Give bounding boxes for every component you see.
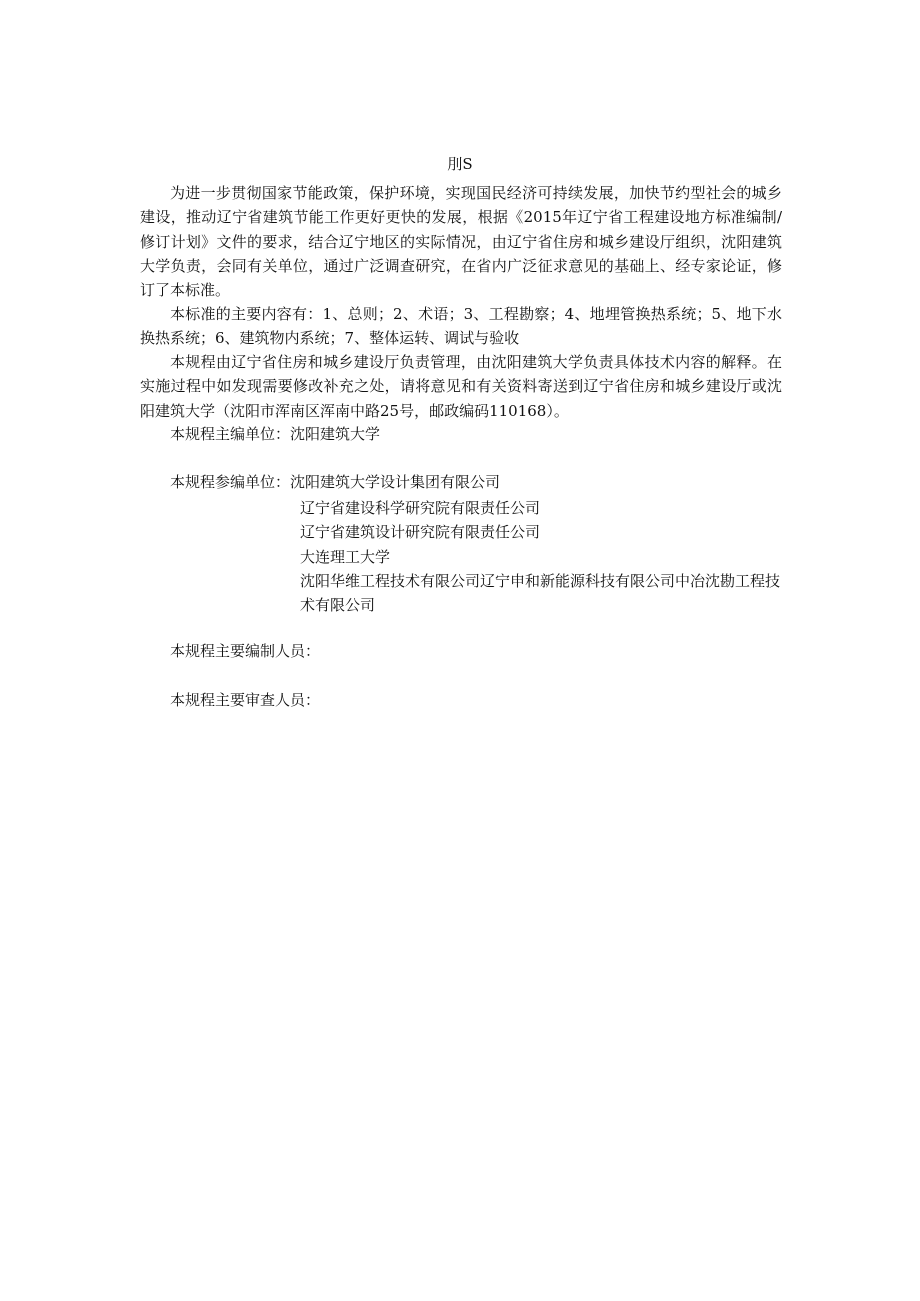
reviewers-line: 本规程主要审查人员： bbox=[170, 691, 321, 709]
chief-unit-line: 本规程主编单位：沈阳建筑大学 bbox=[170, 425, 381, 443]
participating-units-label: 本规程参编单位：沈阳建筑大学设计集团有限公司 bbox=[170, 473, 501, 491]
participating-units-list bbox=[300, 496, 790, 617]
editors-line: 本规程主要编制人员： bbox=[170, 642, 321, 660]
participating-unit: 大连理工大学 bbox=[300, 547, 391, 566]
preface-paragraph-2: 本标准的主要内容有：1、总则；2、术语；3、工程勘察；4、地埋管换热系统；5、地下水换热系统；6、建筑物内系统；7、整体运转、调试与验收 bbox=[140, 305, 782, 348]
participating-unit: 辽宁省建筑设计研究院有限责任公司 bbox=[300, 523, 541, 542]
participating-unit: 辽宁省建设科学研究院有限责任公司 bbox=[300, 499, 541, 517]
participating-unit: 沈阳华维工程技术有限公司辽宁申和新能源科技有限公司中冶沈勘工程技术有限公司 bbox=[300, 571, 781, 615]
preface-paragraph-1: 为进一步贯彻国家节能政策，保护环境，实现国民经济可持续发展，加快节约型社会的城乡建设，推动辽宁省建筑节能工作更好更快的发展，根据《2015年辽宁省工程建设地方标准编制/修订计划》文件的要求，结合辽宁地区的实际情况，由辽宁省住房和城乡建设厅组织，沈阳建筑大学负责，会同有关单位，通过广泛调查研究，在省内广泛征求意见的基础上、经专家论证，修订了本标准。 bbox=[140, 184, 782, 300]
page-title: 刖S bbox=[447, 155, 473, 173]
preface-paragraph-3: 本规程由辽宁省住房和城乡建设厅负责管理，由沈阳建筑大学负责具体技术内容的解释。在实施过程中如发现需要修改补充之处，请将意见和有关资料寄送到辽宁省住房和城乡建设厅或沈阳建筑大学（沈阳市浑南区浑南中路25号，邮政编码110168）。 bbox=[140, 353, 782, 420]
